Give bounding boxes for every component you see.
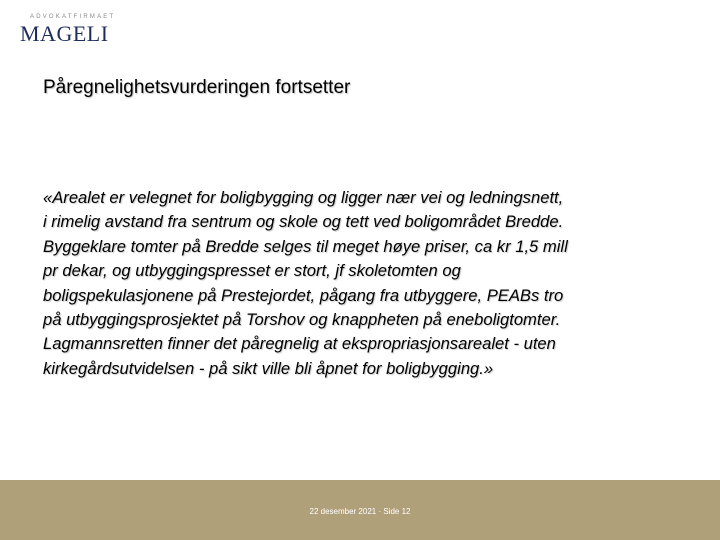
footer-bar xyxy=(0,480,720,540)
quote-text xyxy=(43,186,693,381)
quote-line: Byggeklare tomter på Bredde selges til meget høye priser, ca kr 1,5 mill xyxy=(43,236,568,256)
quote-line: pr dekar, og utbyggingspresset er stort, jf skoletomten og xyxy=(43,261,461,281)
logo-name: MAGELI xyxy=(20,21,109,46)
quote-line: Lagmannsretten finner det påregnelig at ekspropriasjonsarealet - uten xyxy=(43,334,556,354)
footer-date-page: 22 desember 2021 · Side 12 xyxy=(309,507,411,516)
slide-title: Påregnelighetsvurderingen fortsetter xyxy=(43,77,351,98)
quote-line: boligspekulasjonene på Prestejordet, pågang fra utbyggere, PEABs tro xyxy=(43,285,564,305)
quote-line: på utbyggingsprosjektet på Torshov og knappheten på eneboligtomter. xyxy=(43,310,561,330)
company-logo xyxy=(20,14,115,47)
quote-line: «Arealet er velegnet for boligbygging og ligger nær vei og ledningsnett, xyxy=(43,188,564,207)
logo-tagline: ADVOKATFIRMAET xyxy=(30,14,116,20)
quote-line: i rimelig avstand fra sentrum og skole og tett ved boligområdet Bredde. xyxy=(43,212,564,232)
quote-line: kirkegårdsutvidelsen - på sikt ville bli åpnet for boligbygging.» xyxy=(43,358,494,378)
